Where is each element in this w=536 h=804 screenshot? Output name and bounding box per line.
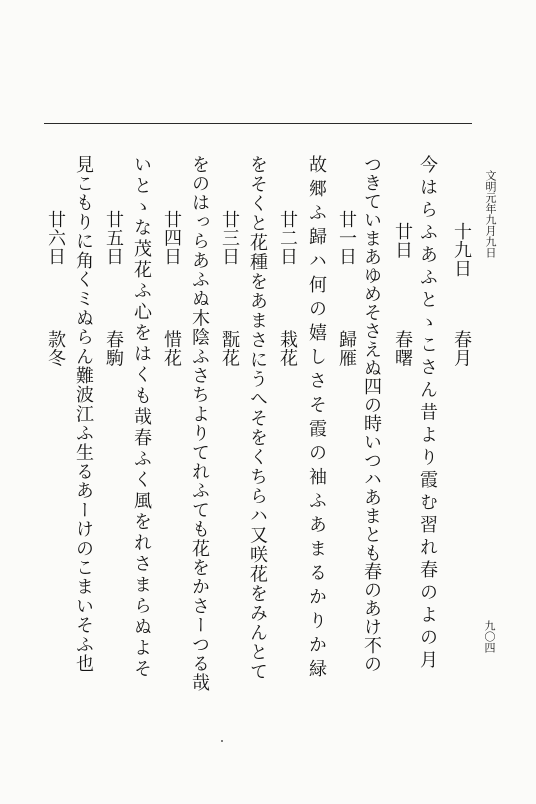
entry-date: 廿三日 <box>219 210 240 266</box>
poem-line: 見こもりに角くミぬらん難波江ふ生るあーけのこまいそふ也 <box>73 155 94 674</box>
entry-title: 春駒 <box>103 330 124 367</box>
poem-line: つきていまあゆめそさえぬ四の時いつハあまとも春のあけ不の <box>361 155 382 673</box>
poem-line: をのはっらあふぬ木陰ふさちよりてれふても花をかさーつる哉 <box>189 155 210 693</box>
entry-title: 春月 <box>451 330 472 367</box>
poem-line: をそくと花種をあまさにうへそをくちらハ又咲花をみんとて <box>247 155 268 682</box>
entry-date: 廿日 <box>392 222 413 259</box>
entry-date: 廿二日 <box>277 210 298 266</box>
entry-date: 廿一日 <box>336 210 357 266</box>
dateline: 文明元年九月九日 <box>484 170 497 258</box>
poem-line: 今はらふあふとゝこさん昔より霞む習れ春のよの月 <box>417 155 438 673</box>
page-number: 九〇四 <box>483 620 496 653</box>
entry-date: 廿五日 <box>103 210 124 266</box>
entry-date: 十九日 <box>451 222 472 278</box>
entry-date: 廿四日 <box>161 210 182 266</box>
entry-title: 翫花 <box>219 330 240 367</box>
header-rule <box>44 123 472 124</box>
poem-line: いとゝな茂花ふ心をはくも哉春ふく風をれさまらぬよそ <box>131 155 152 680</box>
entry-title: 款冬 <box>45 330 66 367</box>
ink-speck <box>221 740 223 742</box>
entry-date: 廿六日 <box>45 210 66 266</box>
entry-title: 栽花 <box>277 330 298 367</box>
entry-title: 惜花 <box>161 330 182 367</box>
entry-title: 歸雁 <box>336 330 357 367</box>
entry-title: 春曙 <box>392 330 413 367</box>
poem-line: 故郷ふ歸ハ何の嬉しさそ霞の袖ふあまるかりか緑 <box>306 155 327 683</box>
